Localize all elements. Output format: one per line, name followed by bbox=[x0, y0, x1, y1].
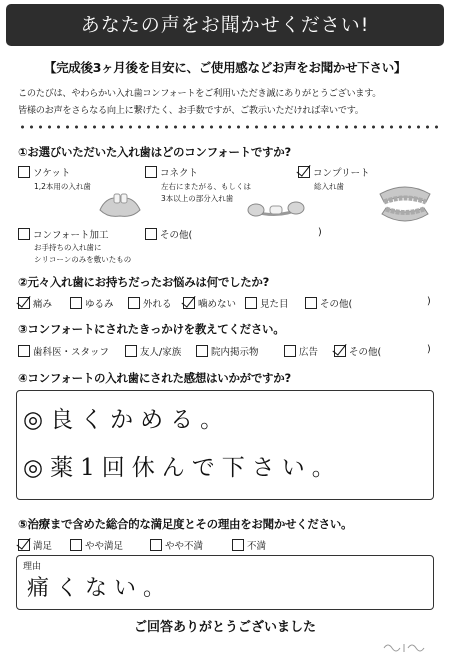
impression-answer-box[interactable] bbox=[16, 390, 434, 500]
option-other-q1[interactable] bbox=[145, 227, 192, 241]
thanks-message: ご回答ありがとうございました bbox=[133, 620, 316, 635]
q5-checkbox-2[interactable] bbox=[150, 539, 162, 551]
q5-option-label-0: 満足 bbox=[33, 541, 53, 552]
reason-label: 理由 bbox=[23, 562, 42, 572]
q3-other-close: ) bbox=[427, 344, 431, 355]
q2-option-4[interactable] bbox=[245, 296, 289, 310]
dotted-divider bbox=[18, 124, 438, 130]
title-banner: あなたの声をお聞かせください! bbox=[6, 4, 444, 46]
question-5: ⑤治療まで含めた総合的な満足度とその理由をお聞かせください。 bbox=[18, 517, 353, 531]
socket-denture-image bbox=[96, 188, 144, 222]
q3-checkbox-3[interactable] bbox=[284, 345, 296, 357]
option-socket[interactable] bbox=[18, 165, 70, 179]
option-complete[interactable] bbox=[298, 165, 370, 179]
q2-option-label-2: 外れる bbox=[143, 299, 172, 310]
option-comfort-kako[interactable] bbox=[18, 227, 109, 241]
complete-desc: 総入れ歯 bbox=[314, 182, 344, 191]
q2-option-label-0: 痛み bbox=[33, 299, 53, 310]
q5-option-label-1: やや満足 bbox=[85, 541, 124, 552]
q5-option-2[interactable] bbox=[150, 538, 203, 552]
q3-option-4[interactable] bbox=[334, 344, 381, 358]
question-1: ①お選びいただいた入れ歯はどのコンフォートですか? bbox=[18, 145, 291, 159]
q5-checkbox-3[interactable] bbox=[232, 539, 244, 551]
q2-checkbox-0[interactable] bbox=[18, 297, 30, 309]
q3-option-label-4: その他( bbox=[349, 347, 382, 358]
q2-option-label-1: ゆるみ bbox=[85, 299, 114, 310]
q2-option-label-5: その他( bbox=[320, 299, 353, 310]
q5-option-label-3: 不満 bbox=[247, 541, 267, 552]
q2-option-0[interactable] bbox=[18, 296, 52, 310]
q5-checkbox-0[interactable] bbox=[18, 539, 30, 551]
q2-option-2[interactable] bbox=[128, 296, 172, 310]
connect-desc bbox=[161, 181, 251, 205]
intro-text bbox=[18, 85, 443, 119]
checkbox-connect[interactable] bbox=[145, 166, 157, 178]
checkbox-socket[interactable] bbox=[18, 166, 30, 178]
q3-option-label-2: 院内掲示物 bbox=[211, 347, 259, 358]
complete-denture-image bbox=[374, 182, 436, 228]
option-comfort-kako-label: コンフォート加工 bbox=[33, 230, 109, 241]
handwritten-reason: 痛くない。 bbox=[27, 576, 173, 601]
q2-option-label-4: 見た目 bbox=[260, 299, 289, 310]
option-connect[interactable] bbox=[145, 165, 198, 179]
checkbox-comfort-kako[interactable] bbox=[18, 228, 30, 240]
q3-checkbox-1[interactable] bbox=[125, 345, 137, 357]
comfort-kako-desc bbox=[34, 242, 131, 266]
q3-option-label-1: 友人/家族 bbox=[140, 347, 182, 358]
question-4: ④コンフォートの入れ歯にされた感想はいかがですか? bbox=[18, 371, 291, 385]
q2-checkbox-3[interactable] bbox=[183, 297, 195, 309]
q2-option-label-3: 噛めない bbox=[198, 299, 237, 310]
question-2: ②元々入れ歯にお持ちだったお悩みは何でしたか? bbox=[18, 275, 270, 289]
q2-checkbox-1[interactable] bbox=[70, 297, 82, 309]
question-3: ③コンフォートにされたきっかけを教えてください。 bbox=[18, 322, 285, 336]
handwritten-answer-2: ◎薬1回休んで下さい。 bbox=[23, 455, 342, 481]
q3-option-1[interactable] bbox=[125, 344, 181, 358]
q5-option-3[interactable] bbox=[232, 538, 266, 552]
handwritten-answer-1: ◎良くかめる。 bbox=[23, 407, 231, 433]
option-connect-label: コネクト bbox=[160, 168, 199, 179]
subtitle: 【完成後3ヶ月後を目安に、ご使用感などお声をお聞かせ下さい】 bbox=[43, 60, 407, 75]
q3-checkbox-0[interactable] bbox=[18, 345, 30, 357]
q5-checkbox-1[interactable] bbox=[70, 539, 82, 551]
q3-option-2[interactable] bbox=[196, 344, 259, 358]
other-q1-close: ) bbox=[318, 227, 322, 238]
q2-option-3[interactable] bbox=[183, 296, 236, 310]
q3-option-label-3: 広告 bbox=[299, 347, 319, 358]
comfort-kako-desc-1: お手持ちの入れ歯に bbox=[34, 243, 102, 252]
option-other-q1-label: その他( bbox=[160, 230, 193, 241]
q3-checkbox-2[interactable] bbox=[196, 345, 208, 357]
option-socket-label: ソケット bbox=[33, 168, 71, 179]
checkbox-other-q1[interactable] bbox=[145, 228, 157, 240]
q3-option-0[interactable] bbox=[18, 344, 109, 358]
q2-other-close: ) bbox=[427, 296, 431, 307]
q2-option-5[interactable] bbox=[305, 296, 352, 310]
option-complete-label: コンプリート bbox=[313, 168, 370, 179]
q2-checkbox-2[interactable] bbox=[128, 297, 140, 309]
connect-desc-1: 左右にまたがる、もしくは bbox=[161, 182, 251, 191]
q2-checkbox-5[interactable] bbox=[305, 297, 317, 309]
q2-option-1[interactable] bbox=[70, 296, 114, 310]
socket-desc: 1,2本用の入れ歯 bbox=[34, 182, 91, 191]
q5-option-label-2: やや不満 bbox=[165, 541, 204, 552]
checkbox-complete[interactable] bbox=[298, 166, 310, 178]
q5-option-0[interactable] bbox=[18, 538, 52, 552]
connect-desc-2: 3本以上の部分入れ歯 bbox=[161, 194, 234, 203]
scan-stamp-mark bbox=[382, 640, 428, 654]
q3-checkbox-4[interactable] bbox=[334, 345, 346, 357]
q3-option-3[interactable] bbox=[284, 344, 318, 358]
q5-option-1[interactable] bbox=[70, 538, 123, 552]
q2-checkbox-4[interactable] bbox=[245, 297, 257, 309]
connect-denture-image bbox=[246, 196, 306, 222]
intro-line-2: 皆様のお声をさらなる向上に繋げたく、お手数ですが、ご教示いただければ幸いです。 bbox=[18, 105, 364, 116]
reason-answer-box[interactable] bbox=[16, 555, 434, 610]
intro-line-1: このたびは、やわらかい入れ歯コンフォートをご利用いただき誠にありがとうございます。 bbox=[18, 88, 382, 99]
comfort-kako-desc-2: シリコーンのみを敷いたもの bbox=[34, 255, 132, 264]
q3-option-label-0: 歯科医・スタッフ bbox=[33, 347, 110, 358]
